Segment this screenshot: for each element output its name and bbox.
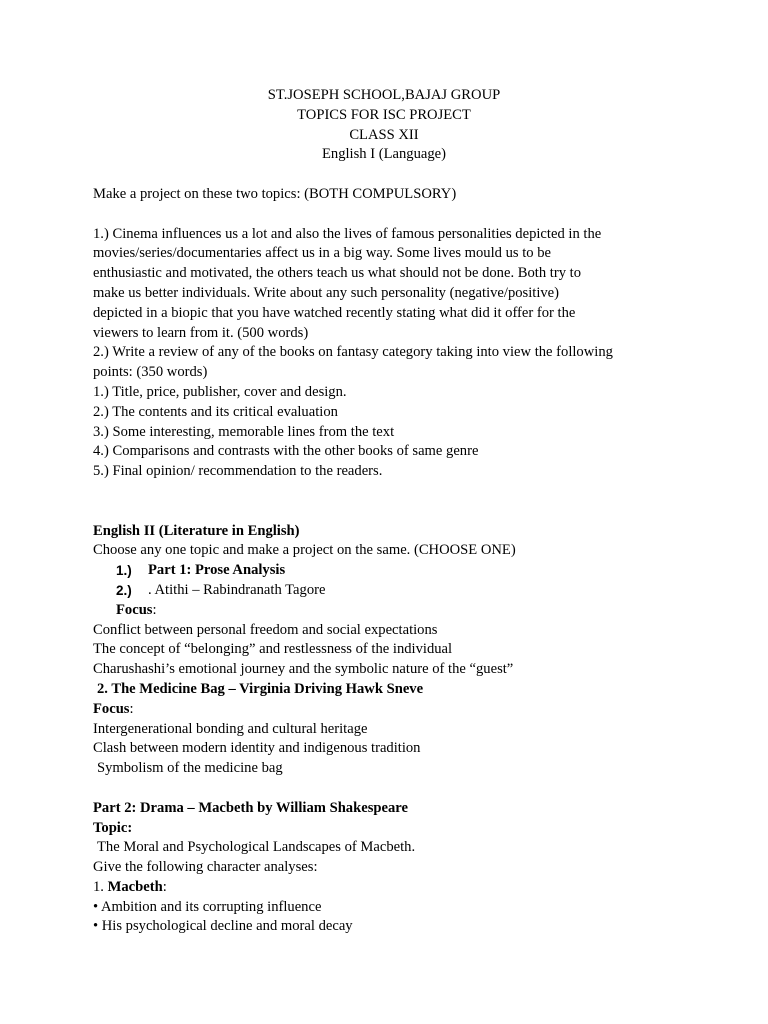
topic-label: Topic: xyxy=(93,819,133,836)
topic2-line: points: (350 words) xyxy=(93,364,208,381)
topic2-line: 2.) Write a review of any of the books on fantasy category taking into view the following xyxy=(93,344,613,361)
topic1-line: enthusiastic and motivated, the others teach us what should not be done. Both try to xyxy=(93,265,581,282)
atithi-focus-point: Charushashi’s emotional journey and the symbolic nature of the “guest” xyxy=(93,661,514,678)
review-point: 3.) Some interesting, memorable lines from the text xyxy=(93,423,395,440)
document-header xyxy=(0,86,768,165)
colon: : xyxy=(152,601,157,618)
review-point: 1.) Title, price, publisher, cover and design. xyxy=(93,383,347,400)
item-text: Part 1: Prose Analysis xyxy=(148,562,286,579)
document-body xyxy=(93,185,693,937)
colon: : xyxy=(162,878,167,895)
english1-intro: Make a project on these two topics: (BOTH COMPULSORY) xyxy=(93,186,457,202)
english2-intro: Choose any one topic and make a project on the same. (CHOOSE ONE) xyxy=(93,542,516,559)
topic1-line: viewers to learn from it. (500 words) xyxy=(93,324,309,341)
character-macbeth xyxy=(93,878,693,898)
macbeth-point: • Ambition and its corrupting influence xyxy=(93,898,322,915)
topic1-line: make us better individuals. Write about any such personality (negative/positive) xyxy=(93,284,560,301)
medicine-bag-focus-label xyxy=(93,700,693,720)
prose-analysis-item xyxy=(93,561,693,581)
atithi-focus-label xyxy=(93,601,693,621)
macbeth-point: • His psychological decline and moral decay xyxy=(93,918,353,935)
character-number: 1. xyxy=(93,878,108,895)
focus-label: Focus xyxy=(116,601,153,618)
medicine-focus-point: Symbolism of the medicine bag xyxy=(97,760,283,777)
item-number: 1.) xyxy=(116,563,132,579)
medicine-bag-heading: 2. The Medicine Bag – Virginia Driving Hawk Sneve xyxy=(97,680,424,697)
atithi-focus-point: The concept of “belonging” and restlessness of the individual xyxy=(93,641,453,658)
item-number: 2.) xyxy=(116,582,132,598)
topic1-line: 1.) Cinema influences us a lot and also the lives of famous personalities depicted in the xyxy=(93,225,602,242)
review-point: 4.) Comparisons and contrasts with the other books of same genre xyxy=(93,443,479,460)
review-point: 2.) The contents and its critical evaluation xyxy=(93,403,338,420)
medicine-focus-point: Clash between modern identity and indigenous tradition xyxy=(93,740,421,757)
project-topics-title: TOPICS FOR ISC PROJECT xyxy=(297,106,471,123)
topic1-line: movies/series/documentaries affect us in a big way. Some lives mould us to be xyxy=(93,245,551,262)
colon: : xyxy=(129,700,134,717)
class-label: CLASS XII xyxy=(349,126,419,143)
topic1-line: depicted in a biopic that you have watched recently stating what did it offer for the xyxy=(93,304,576,321)
subject-label: English I (Language) xyxy=(321,146,446,163)
medicine-focus-point: Intergenerational bonding and cultural heritage xyxy=(93,720,368,737)
character-name: Macbeth xyxy=(107,878,163,895)
part2-heading: Part 2: Drama – Macbeth by William Shakespeare xyxy=(93,799,408,816)
school-name: ST.JOSEPH SCHOOL,BAJAJ GROUP xyxy=(267,87,501,103)
atithi-focus-point: Conflict between personal freedom and social expectations xyxy=(93,621,438,638)
item-text: . Atithi – Rabindranath Tagore xyxy=(148,581,326,598)
atithi-item xyxy=(93,581,693,601)
focus-label: Focus xyxy=(93,700,130,717)
topic-text: The Moral and Psychological Landscapes of Macbeth. xyxy=(97,839,416,856)
review-point: 5.) Final opinion/ recommendation to the readers. xyxy=(93,463,383,480)
analyses-intro: Give the following character analyses: xyxy=(93,859,318,876)
english2-heading: English II (Literature in English) xyxy=(93,522,300,539)
